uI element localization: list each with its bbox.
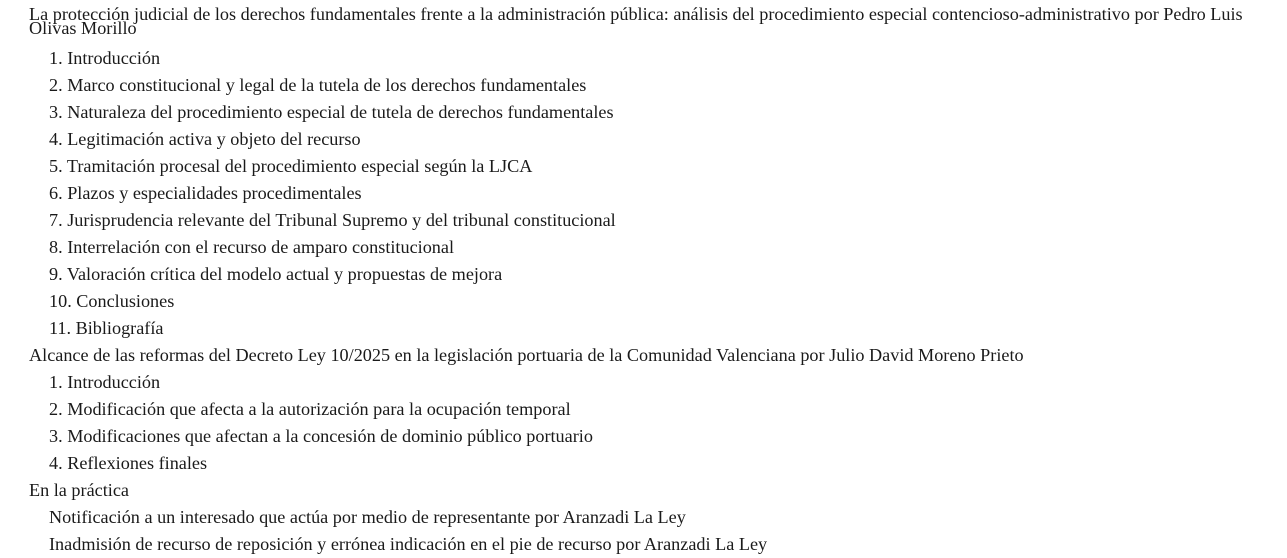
article-section	[29, 5, 1287, 342]
toc-item[interactable]: 4. Legitimación activa y objeto del recurso	[49, 129, 361, 149]
article-toc-list	[29, 369, 1287, 477]
section-title[interactable]: En la práctica	[29, 480, 129, 500]
toc-item[interactable]: Notificación a un interesado que actúa por medio de representante por Aranzadi La Ley	[49, 507, 686, 527]
toc-item[interactable]: 2. Marco constitucional y legal de la tutela de los derechos fundamentales	[49, 75, 587, 95]
toc-item[interactable]: 8. Interrelación con el recurso de amparo constitucional	[49, 237, 455, 257]
article-title[interactable]: Alcance de las reformas del Decreto Ley 10/2025 en la legislación portuaria de la Comunidad Valenciana por Julio David Moreno Prieto	[29, 345, 1024, 365]
toc-item[interactable]: 9. Valoración crítica del modelo actual y propuestas de mejora	[49, 264, 503, 284]
article-title[interactable]: La protección judicial de los derechos fundamentales frente a la administración pública: análisis del procedimiento especial contencioso-administrativo por Pedro Luis Olivas Morillo	[29, 4, 1243, 38]
article-section	[29, 342, 1287, 477]
toc-item[interactable]: 7. Jurisprudencia relevante del Tribunal Supremo y del tribunal constitucional	[49, 210, 616, 230]
toc-item[interactable]: 1. Introducción	[49, 372, 161, 392]
toc-item[interactable]: 10. Conclusiones	[49, 291, 175, 311]
toc-item[interactable]: 11. Bibliografía	[49, 318, 164, 338]
toc-item[interactable]: 3. Naturaleza del procedimiento especial de tutela de derechos fundamentales	[49, 102, 614, 122]
toc-item[interactable]: 2. Modificación que afecta a la autorización para la ocupación temporal	[49, 399, 571, 419]
toc-item[interactable]: 6. Plazos y especialidades procedimentales	[49, 183, 362, 203]
toc-item[interactable]: Inadmisión de recurso de reposición y errónea indicación en el pie de recurso por Aranzadi La Ley	[49, 534, 768, 554]
practice-list	[29, 504, 1287, 558]
toc-item[interactable]: 5. Tramitación procesal del procedimiento especial según la LJCA	[49, 156, 533, 176]
practice-section	[29, 477, 1287, 558]
toc-item[interactable]: 1. Introducción	[49, 48, 161, 68]
toc-item[interactable]: 3. Modificaciones que afectan a la concesión de dominio público portuario	[49, 426, 593, 446]
toc-item[interactable]: 4. Reflexiones finales	[49, 453, 208, 473]
article-toc-list	[29, 45, 1287, 342]
